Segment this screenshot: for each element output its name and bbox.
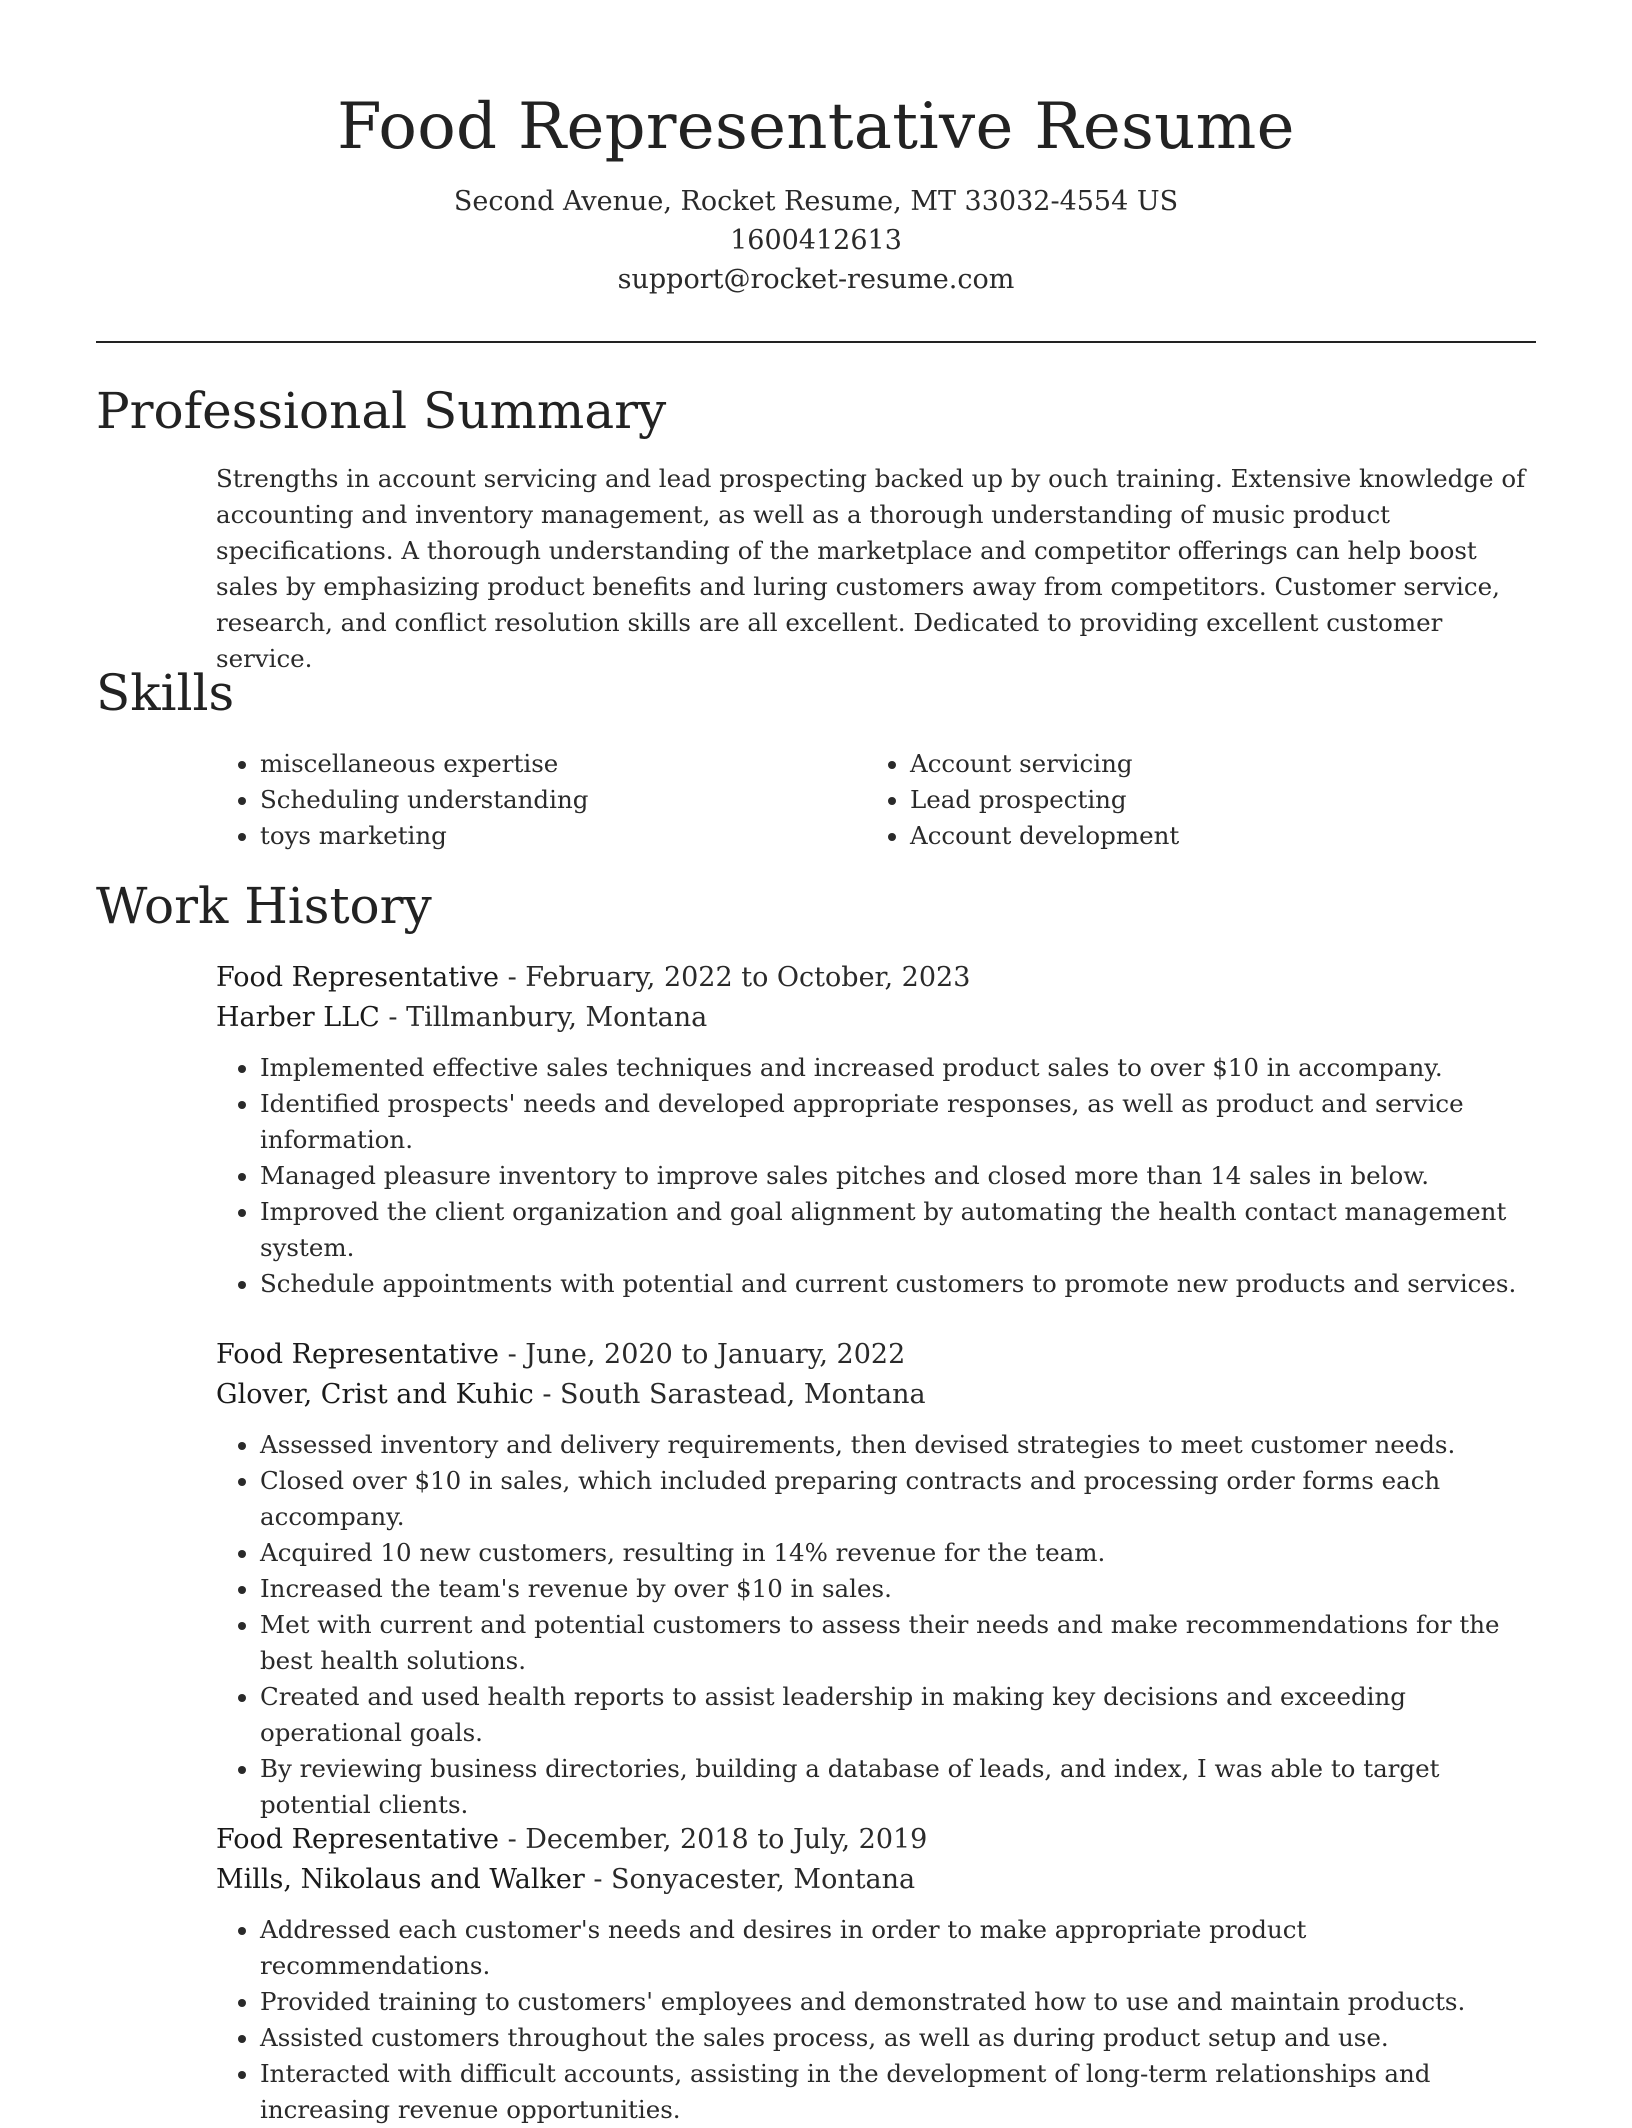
skill-item: • toys marketing: [260, 818, 866, 854]
job-bullet: • Addressed each customer's needs and desires in order to make appropriate product recommendations.: [260, 1912, 1536, 1984]
header-divider: [96, 341, 1536, 343]
job-bullet: • Improved the client organization and goal alignment by automating the health contact management system.: [260, 1194, 1536, 1266]
job-bullet: • Assessed inventory and delivery requirements, then devised strategies to meet customer needs.: [260, 1427, 1536, 1463]
job-bullet: • Closed over $10 in sales, which included preparing contracts and processing order forms each accompany.: [260, 1463, 1536, 1535]
resume-header: [96, 0, 1536, 299]
job-company-line: [216, 1860, 1536, 1900]
phone-number: 1600412613: [730, 225, 902, 256]
work-history-heading: Work History: [96, 877, 432, 935]
skill-item: • Account servicing: [910, 746, 1516, 782]
job-title-line: [216, 1820, 1536, 1860]
job-dates: - December, 2018 to July, 2019: [499, 1824, 928, 1855]
job-bullet: • Met with current and potential customers to assess their needs and make recommendations for the best health solutions.: [260, 1607, 1536, 1679]
job-bullet: • By reviewing business directories, building a database of leads, and index, I was able to target potential clients.: [260, 1751, 1536, 1823]
resume-title: Food Representative Resume: [337, 90, 1295, 164]
job-bullet: • Interacted with difficult accounts, assisting in the development of long-term relationships and increasing revenue opportunities.: [260, 2056, 1536, 2128]
skill-item: • Lead prospecting: [910, 782, 1516, 818]
contact-block: [96, 182, 1536, 299]
skills-column-right: [866, 746, 1516, 854]
summary-text: Strengths in account servicing and lead prospecting backed up by ouch training. Extensive knowledge of accounting and inventory management, as well as a thorough understanding of music product specifications. A thorough understanding of the marketplace and competitor offerings can help boost sales by emphasizing product benefits and luring customers away from competitors. Customer service, research, and conflict resolution skills are all excellent. Dedicated to providing excellent customer service.: [216, 464, 1526, 673]
job-title: Food Representative: [216, 1824, 499, 1855]
job-bullet: • Created and used health reports to assist leadership in making key decisions and exceeding operational goals.: [260, 1679, 1536, 1751]
address: Second Avenue, Rocket Resume, MT 33032-4554 US: [453, 186, 1179, 217]
job-bullets: [216, 1427, 1536, 1823]
job-title-line: [216, 1335, 1536, 1375]
skills-heading: Skills: [96, 664, 235, 722]
job-entry: [216, 958, 1536, 1302]
company-location: - Tillmanbury, Montana: [379, 1002, 708, 1033]
job-dates: - June, 2020 to January, 2022: [499, 1339, 906, 1370]
job-bullet: • Assisted customers throughout the sales process, as well as during product setup and use.: [260, 2020, 1536, 2056]
job-bullet: • Provided training to customers' employees and demonstrated how to use and maintain products.: [260, 1984, 1536, 2020]
skill-item: • Account development: [910, 818, 1516, 854]
skills-column-left: [216, 746, 866, 854]
job-entry: [216, 1820, 1536, 2128]
job-bullet: • Acquired 10 new customers, resulting in 14% revenue for the team.: [260, 1535, 1536, 1571]
company-location: - South Sarastead, Montana: [533, 1379, 926, 1410]
company-name: Glover, Crist and Kuhic: [216, 1379, 534, 1410]
job-bullets: [216, 1050, 1536, 1302]
job-bullet: • Managed pleasure inventory to improve sales pitches and closed more than 14 sales in below.: [260, 1158, 1536, 1194]
job-title-line: [216, 958, 1536, 998]
email-address: support@rocket-resume.com: [617, 264, 1015, 295]
resume-page: [96, 0, 1536, 2124]
job-company-line: [216, 998, 1536, 1038]
job-title: Food Representative: [216, 962, 499, 993]
company-name: Mills, Nikolaus and Walker: [216, 1864, 585, 1895]
skills-list: [216, 746, 1536, 854]
skill-item: • miscellaneous expertise: [260, 746, 866, 782]
job-bullet: • Identified prospects' needs and developed appropriate responses, as well as product and service information.: [260, 1086, 1536, 1158]
job-company-line: [216, 1375, 1536, 1415]
job-bullet: • Increased the team's revenue by over $10 in sales.: [260, 1571, 1536, 1607]
skill-item: • Scheduling understanding: [260, 782, 866, 818]
company-name: Harber LLC: [216, 1002, 380, 1033]
job-dates: - February, 2022 to October, 2023: [499, 962, 971, 993]
job-bullets: [216, 1912, 1536, 2128]
summary-heading: Professional Summary: [96, 382, 667, 440]
job-entry: [216, 1335, 1536, 1823]
job-bullet: • Implemented effective sales techniques and increased product sales to over $10 in accompany.: [260, 1050, 1536, 1086]
job-bullet: • Schedule appointments with potential and current customers to promote new products and services.: [260, 1266, 1536, 1302]
company-location: - Sonyacester, Montana: [584, 1864, 916, 1895]
job-title: Food Representative: [216, 1339, 499, 1370]
